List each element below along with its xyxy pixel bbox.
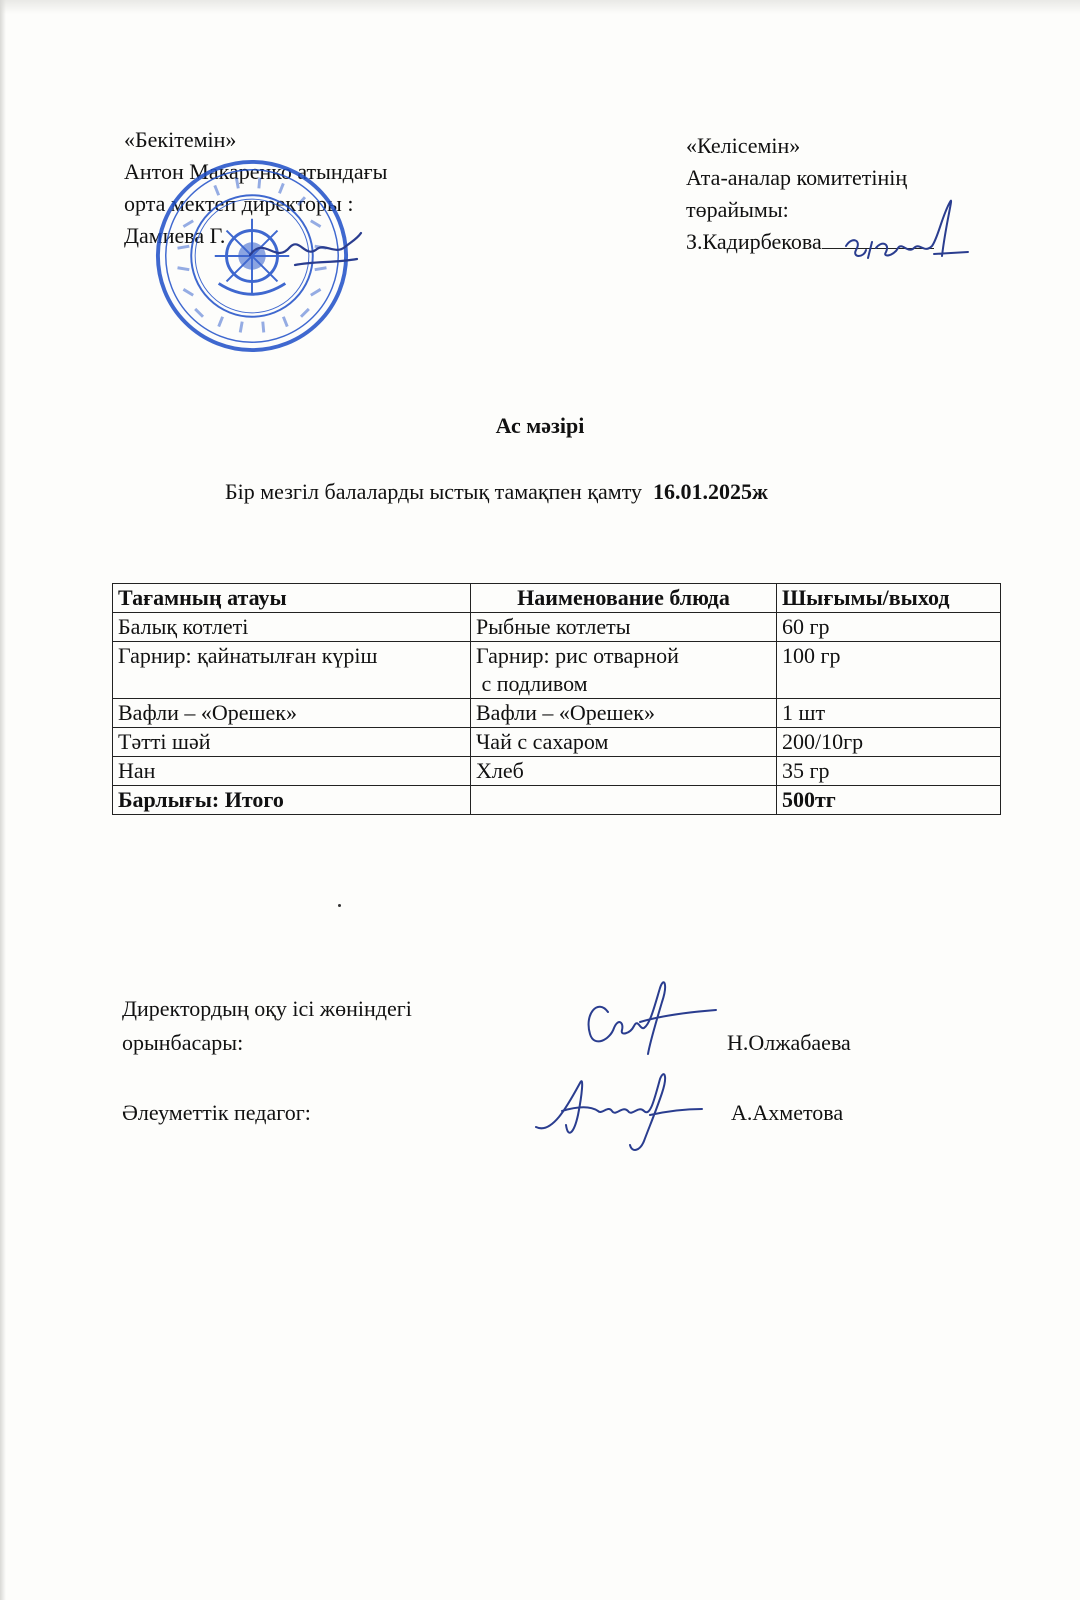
cell-output: 200/10гр (777, 728, 1001, 757)
table-total-row (113, 786, 1001, 815)
total-output: 500тг (777, 786, 1001, 815)
cell-ru: Хлеб (471, 757, 777, 786)
cell-ru: Вафли – «Орешек» (471, 699, 777, 728)
cell-output: 35 гр (777, 757, 1001, 786)
cell-ru: Чай с сахаром (471, 728, 777, 757)
cell-kz: Балық котлеті (113, 613, 471, 642)
page-edge-left (0, 0, 6, 1600)
header-output: Шығымы/выход (777, 584, 1001, 613)
cell-kz: Гарнир: қайнатылған күріш (113, 642, 471, 699)
subtitle-text: Бір мезгіл балаларды ыстық тамақпен қамту (225, 479, 643, 504)
social-pedagogue-signature-icon (532, 1065, 704, 1155)
document-title: Ас мәзірі (495, 413, 585, 438)
cell-ru: Рыбные котлеты (471, 613, 777, 642)
cell-ru (471, 642, 777, 699)
document-date: 16.01.2025ж (653, 479, 768, 504)
table-row (113, 613, 1001, 642)
total-label: Барлығы: Итого (113, 786, 471, 815)
table-row (113, 728, 1001, 757)
agreement-heading: «Келісемін» (686, 133, 801, 158)
header-ru-name: Наименование блюда (471, 584, 777, 613)
deputy-label (122, 992, 412, 1060)
document-subtitle (225, 479, 768, 505)
table-row (113, 642, 1001, 699)
social-label (122, 1096, 311, 1130)
cell-ru-line-1: Гарнир: рис отварной (476, 643, 679, 668)
deputy-signature-icon (580, 978, 720, 1056)
agreement-line-2: төрайымы: (686, 197, 789, 222)
cell-ru-line-2: с подливом (476, 671, 588, 696)
agreement-line-3: З.Кадирбекова (686, 229, 822, 254)
table-row (113, 757, 1001, 786)
approval-line-3: Дамиева Г. (124, 223, 226, 248)
page-edge-top (0, 0, 1080, 14)
cell-kz: Вафли – «Орешек» (113, 699, 471, 728)
header-kz-name: Тағамның атауы (113, 584, 471, 613)
deputy-name: Н.Олжабаева (727, 1030, 851, 1055)
cell-output: 100 гр (777, 642, 1001, 699)
director-signature-icon (245, 225, 365, 275)
approval-heading: «Бекітемін» (124, 127, 237, 152)
total-empty-cell (471, 786, 777, 815)
table-header-row (113, 584, 1001, 613)
social-label-text: Әлеуметтік педагог: (122, 1100, 311, 1125)
approval-line-1: Антон Макаренко атындағы (124, 159, 388, 184)
approval-line-2: орта мектеп директоры : (124, 191, 354, 216)
cell-kz: Тәтті шәй (113, 728, 471, 757)
deputy-label-line-2: орынбасары: (122, 1030, 244, 1055)
cell-kz: Нан (113, 757, 471, 786)
chairwoman-signature-icon (842, 196, 972, 272)
agreement-line-1: Ата-аналар комитетінің (686, 165, 908, 190)
cell-output: 1 шт (777, 699, 1001, 728)
deputy-label-line-1: Директордың оқу ісі жөніндегі (122, 996, 412, 1021)
menu-table (112, 583, 1001, 815)
social-name: А.Ахметова (731, 1100, 844, 1125)
cell-output: 60 гр (777, 613, 1001, 642)
stray-dot (338, 904, 341, 907)
table-row (113, 699, 1001, 728)
